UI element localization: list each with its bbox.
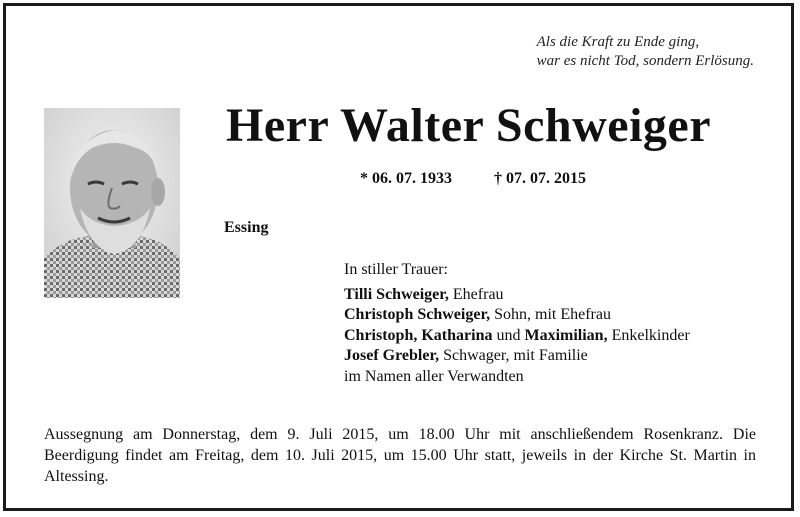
mourners-heading: In stiller Trauer: <box>344 261 448 278</box>
life-dates <box>360 170 586 188</box>
mourner-name: Maximilian, <box>524 326 608 344</box>
quote-line-2: war es nicht Tod, sondern Erlösung. <box>536 53 754 69</box>
deceased-name: Herr Walter Schweiger <box>226 99 712 152</box>
mourner-name: Christoph, Katharina <box>344 326 493 344</box>
mourner-relation: Schwager, mit Familie <box>439 347 588 364</box>
mourner-row <box>344 326 690 347</box>
portrait-photo <box>44 108 180 298</box>
birth-date: * 06. 07. 1933 <box>360 170 452 187</box>
mourner-connector: und <box>492 326 525 344</box>
mourner-row <box>344 285 690 306</box>
epitaph-quote <box>537 33 754 71</box>
mourner-relation: im Namen aller Verwandten <box>344 367 524 385</box>
mourner-relation: Ehefrau <box>448 285 504 303</box>
funeral-notice: Aussegnung am Donnerstag, dem 9. Juli 2015, um 18.00 Uhr mit anschließendem Rosenkranz. Die Beerdigung findet am Freitag, dem 10. Juli 2015, um 15.00 Uhr statt, jeweils in der Kirche St. Martin in Altessing. <box>44 426 756 485</box>
mourner-name: Christoph Schweiger, <box>344 306 491 323</box>
mourner-relation: Enkelkinder <box>607 326 690 344</box>
mourner-row <box>344 367 690 388</box>
death-date: † 07. 07. 2015 <box>494 170 586 187</box>
mourner-relation: Sohn, mit Ehefrau <box>490 306 611 323</box>
mourner-name: Tilli Schweiger, <box>344 285 449 303</box>
mourners-list <box>344 260 690 387</box>
mourner-name: Josef Grebler, <box>344 347 440 364</box>
mourner-row <box>344 305 690 326</box>
mourner-row <box>344 346 690 367</box>
residence-place: Essing <box>224 219 269 236</box>
quote-line-1: Als die Kraft zu Ende ging, <box>536 34 700 50</box>
